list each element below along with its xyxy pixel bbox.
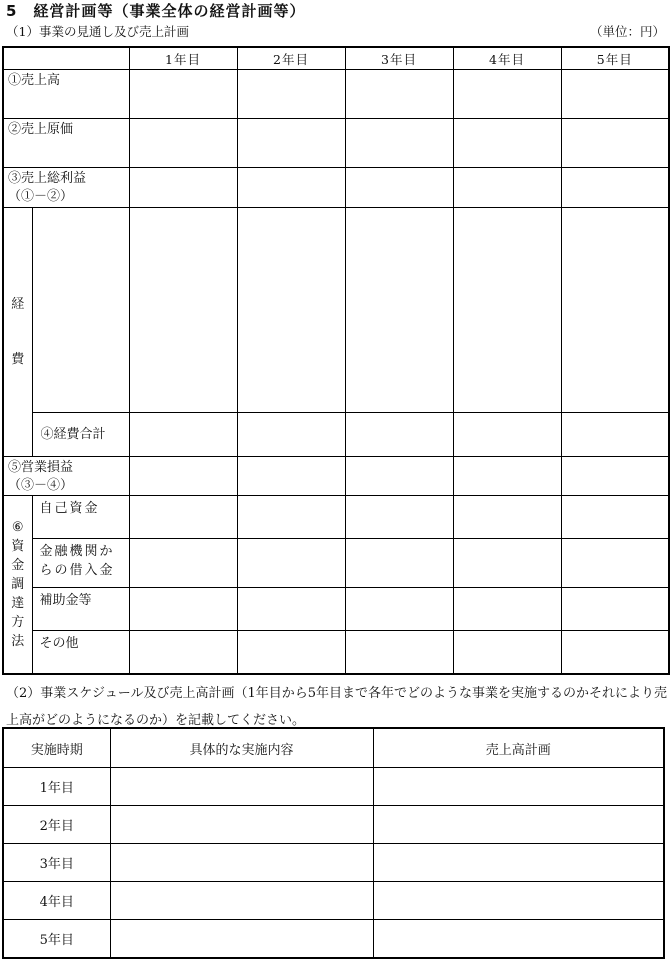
period-cell: 5年目 xyxy=(3,920,110,959)
period-cell: 3年目 xyxy=(3,844,110,882)
input-cell[interactable] xyxy=(561,457,669,496)
funding-char: ⑥ xyxy=(11,519,24,535)
year-header: 1年目 xyxy=(129,47,237,70)
year-header-row xyxy=(3,47,669,70)
input-cell[interactable] xyxy=(237,457,345,496)
input-cell[interactable] xyxy=(237,496,345,539)
input-cell[interactable] xyxy=(345,496,453,539)
bank-loan-row xyxy=(3,539,669,588)
other-label: その他 xyxy=(32,631,129,674)
period-cell: 2年目 xyxy=(3,806,110,844)
period-header: 実施時期 xyxy=(3,728,110,768)
input-cell[interactable] xyxy=(237,413,345,457)
input-cell[interactable] xyxy=(453,588,561,631)
operating-profit-label xyxy=(3,457,129,496)
content-input-cell[interactable] xyxy=(110,844,373,882)
sales-plan-table xyxy=(2,46,670,675)
input-cell[interactable] xyxy=(237,119,345,168)
bank-loan-label-line2: らの借入金 xyxy=(39,563,115,578)
input-cell[interactable] xyxy=(345,588,453,631)
own-funds-row xyxy=(3,496,669,539)
own-funds-label: 自己資金 xyxy=(32,496,129,539)
content-input-cell[interactable] xyxy=(110,882,373,920)
input-cell[interactable] xyxy=(561,588,669,631)
input-cell[interactable] xyxy=(129,208,237,413)
input-cell[interactable] xyxy=(345,70,453,119)
content-input-cell[interactable] xyxy=(110,806,373,844)
schedule-table xyxy=(2,727,665,959)
subsidy-row xyxy=(3,588,669,631)
input-cell[interactable] xyxy=(453,208,561,413)
cost-of-sales-row xyxy=(3,119,669,168)
year-header: 5年目 xyxy=(561,47,669,70)
input-cell[interactable] xyxy=(453,496,561,539)
schedule-header-row xyxy=(3,728,664,768)
input-cell[interactable] xyxy=(453,119,561,168)
expenses-vertical-label xyxy=(3,208,32,457)
funding-vertical-label xyxy=(3,496,32,674)
operating-profit-row xyxy=(3,457,669,496)
input-cell[interactable] xyxy=(129,119,237,168)
expenses-total-row xyxy=(3,413,669,457)
expenses-row xyxy=(3,208,669,413)
bank-loan-label-line1: 金融機関か xyxy=(39,544,115,559)
funding-char: 達 xyxy=(11,595,25,611)
operating-profit-label-line1: ⑤営業損益 xyxy=(8,460,74,475)
gross-profit-label-line2: （①－②） xyxy=(8,189,74,204)
period-cell: 1年目 xyxy=(3,768,110,806)
input-cell[interactable] xyxy=(453,413,561,457)
schedule-row xyxy=(3,768,664,806)
input-cell[interactable] xyxy=(561,539,669,588)
input-cell[interactable] xyxy=(237,70,345,119)
schedule-row xyxy=(3,844,664,882)
input-cell[interactable] xyxy=(345,631,453,674)
input-cell[interactable] xyxy=(561,413,669,457)
input-cell[interactable] xyxy=(129,70,237,119)
operating-profit-label-line2: （③－④） xyxy=(8,478,74,493)
funding-char: 法 xyxy=(11,633,25,649)
input-cell[interactable] xyxy=(453,70,561,119)
funding-char: 資 xyxy=(11,538,25,554)
expenses-char: 費 xyxy=(11,352,25,367)
input-cell[interactable] xyxy=(453,457,561,496)
input-cell[interactable] xyxy=(129,496,237,539)
input-cell[interactable] xyxy=(129,413,237,457)
input-cell[interactable] xyxy=(345,208,453,413)
other-row xyxy=(3,631,669,674)
sales-plan-input-cell[interactable] xyxy=(373,806,664,844)
input-cell[interactable] xyxy=(561,70,669,119)
expenses-total-label: ④経費合計 xyxy=(32,413,129,457)
input-cell[interactable] xyxy=(561,119,669,168)
section2-description: （2）事業スケジュール及び売上高計画（1年目から5年目まで各年でどのような事業を実施するのかそれにより売上高がどのようになるのか）を記載してください。 xyxy=(6,686,668,728)
input-cell[interactable] xyxy=(237,208,345,413)
sales-plan-input-cell[interactable] xyxy=(373,768,664,806)
gross-profit-row xyxy=(3,168,669,208)
funding-char: 金 xyxy=(11,557,25,573)
schedule-row xyxy=(3,920,664,959)
input-cell[interactable] xyxy=(453,631,561,674)
input-cell[interactable] xyxy=(237,539,345,588)
input-cell[interactable] xyxy=(237,168,345,208)
sales-plan-input-cell[interactable] xyxy=(373,882,664,920)
unit-label: （単位：円） xyxy=(589,24,665,39)
input-cell[interactable] xyxy=(561,168,669,208)
input-cell[interactable] xyxy=(561,208,669,413)
funding-char: 方 xyxy=(11,614,25,630)
sales-row xyxy=(3,70,669,119)
expenses-char: 経 xyxy=(11,297,25,312)
input-cell[interactable] xyxy=(345,119,453,168)
input-cell[interactable] xyxy=(129,457,237,496)
input-cell[interactable] xyxy=(237,588,345,631)
header-blank-cell xyxy=(3,47,129,70)
input-cell[interactable] xyxy=(345,413,453,457)
expense-item-cell[interactable] xyxy=(32,208,129,413)
input-cell[interactable] xyxy=(345,168,453,208)
input-cell[interactable] xyxy=(561,631,669,674)
input-cell[interactable] xyxy=(345,539,453,588)
year-header: 3年目 xyxy=(345,47,453,70)
schedule-row xyxy=(3,882,664,920)
input-cell[interactable] xyxy=(453,539,561,588)
sales-label: ①売上高 xyxy=(3,70,129,119)
period-cell: 4年目 xyxy=(3,882,110,920)
content-input-cell[interactable] xyxy=(110,768,373,806)
page-title: 5 経営計画等（事業全体の経営計画等） xyxy=(6,2,306,20)
sales-plan-input-cell[interactable] xyxy=(373,844,664,882)
sales-plan-header: 売上高計画 xyxy=(373,728,664,768)
subsidy-label: 補助金等 xyxy=(32,588,129,631)
sales-plan-input-cell[interactable] xyxy=(373,920,664,959)
input-cell[interactable] xyxy=(129,588,237,631)
input-cell[interactable] xyxy=(129,168,237,208)
bank-loan-label xyxy=(32,539,129,588)
gross-profit-label xyxy=(3,168,129,208)
funding-char: 調 xyxy=(11,576,25,592)
input-cell[interactable] xyxy=(345,457,453,496)
input-cell[interactable] xyxy=(237,631,345,674)
schedule-row xyxy=(3,806,664,844)
content-header: 具体的な実施内容 xyxy=(110,728,373,768)
input-cell[interactable] xyxy=(129,631,237,674)
content-input-cell[interactable] xyxy=(110,920,373,959)
input-cell[interactable] xyxy=(453,168,561,208)
cost-of-sales-label: ②売上原価 xyxy=(3,119,129,168)
section1-title: （1）事業の見通し及び売上計画 xyxy=(6,24,189,39)
gross-profit-label-line1: ③売上総利益 xyxy=(8,171,87,186)
year-header: 4年目 xyxy=(453,47,561,70)
input-cell[interactable] xyxy=(561,496,669,539)
year-header: 2年目 xyxy=(237,47,345,70)
input-cell[interactable] xyxy=(129,539,237,588)
